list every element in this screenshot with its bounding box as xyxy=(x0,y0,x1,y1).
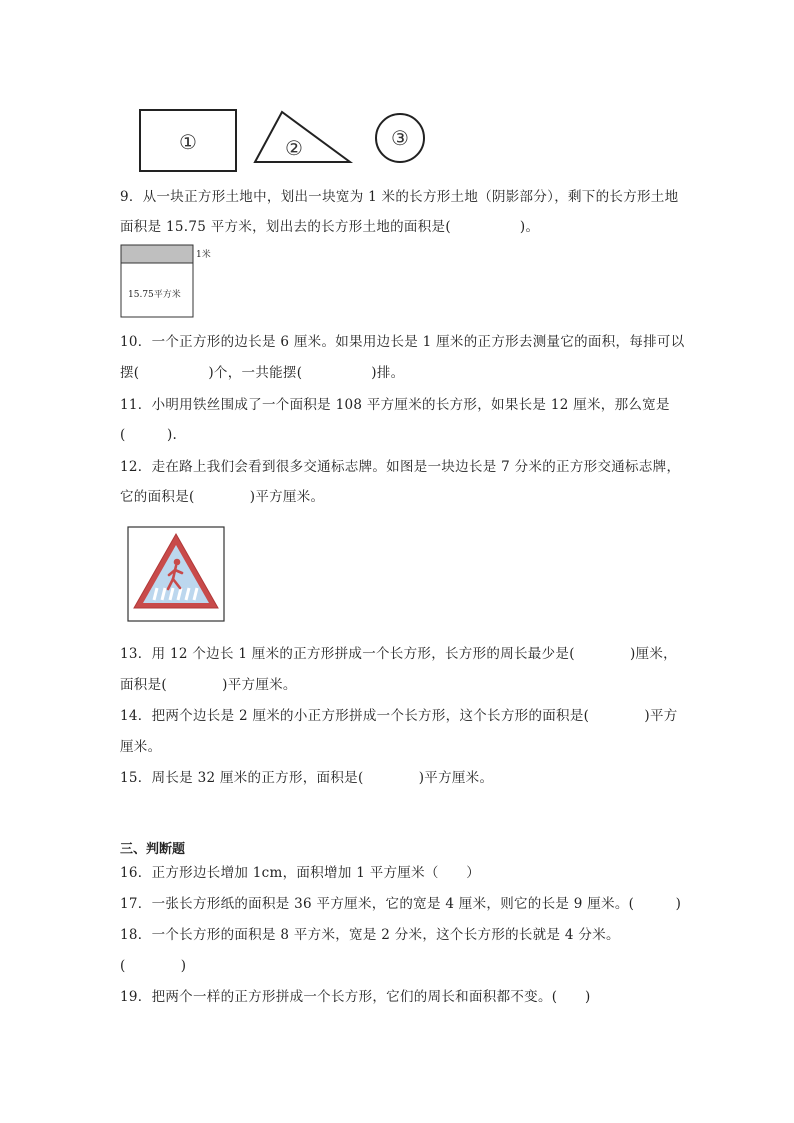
q11-line2: ( ). xyxy=(120,427,178,443)
shapes-figure xyxy=(130,100,440,175)
shaded-strip xyxy=(121,245,193,263)
q9-line2: 面积是 15.75 平方米，划出去的长方形土地的面积是( )。 xyxy=(120,219,540,235)
q10-line2: 摆( )个，一共能摆( )排。 xyxy=(120,365,405,381)
q11-line1: 11．小明用铁丝围成了一个面积是 108 平方厘米的长方形，如果长是 12 厘米，那么宽是 xyxy=(120,397,670,413)
q13-line2: 面积是( )平方厘米。 xyxy=(120,677,297,693)
q18-line2: ( ) xyxy=(120,958,187,974)
shape-label-3: ③ xyxy=(391,126,409,150)
q9-line1: 9．从一块正方形土地中，划出一块宽为 1 米的长方形土地（阴影部分），剩下的长方形土地 xyxy=(120,189,679,205)
q9-area-label: 15.75平方米 xyxy=(128,290,181,300)
q10-line1: 10．一个正方形的边长是 6 厘米。如果用边长是 1 厘米的正方形去测量它的面积，每排可以 xyxy=(120,334,685,350)
q16-line: 16．正方形边长增加 1cm，面积增加 1 平方厘米（ ） xyxy=(120,865,481,881)
q12-line2: 它的面积是( )平方厘米。 xyxy=(120,489,325,505)
q19-line: 19．把两个一样的正方形拼成一个长方形，它们的周长和面积都不变。( ) xyxy=(120,989,591,1005)
q14-line1: 14．把两个边长是 2 厘米的小正方形拼成一个长方形，这个长方形的面积是( )平方 xyxy=(120,708,678,724)
q15-line1: 15．周长是 32 厘米的正方形，面积是( )平方厘米。 xyxy=(120,770,494,786)
traffic-sign-figure xyxy=(127,526,225,622)
q13-line1: 13．用 12 个边长 1 厘米的正方形拼成一个长方形，长方形的周长最少是( )厘米， xyxy=(120,646,677,662)
q17-line: 17．一张长方形纸的面积是 36 平方厘米，它的宽是 4 厘米，则它的长是 9 厘米。( ) xyxy=(120,896,682,912)
q9-figure xyxy=(120,244,220,320)
section-3-title: 三、判断题 xyxy=(120,842,186,857)
q12-line1: 12．走在路上我们会看到很多交通标志牌。如图是一块边长是 7 分米的正方形交通标志牌， xyxy=(120,459,681,475)
q14-line2: 厘米。 xyxy=(120,739,162,755)
q9-width-label: 1米 xyxy=(196,250,211,260)
shape-label-1: ① xyxy=(179,130,197,154)
shape-label-2: ② xyxy=(285,136,303,160)
q18-line1: 18．一个长方形的面积是 8 平方米，宽是 2 分米，这个长方形的长就是 4 分米。 xyxy=(120,927,620,943)
